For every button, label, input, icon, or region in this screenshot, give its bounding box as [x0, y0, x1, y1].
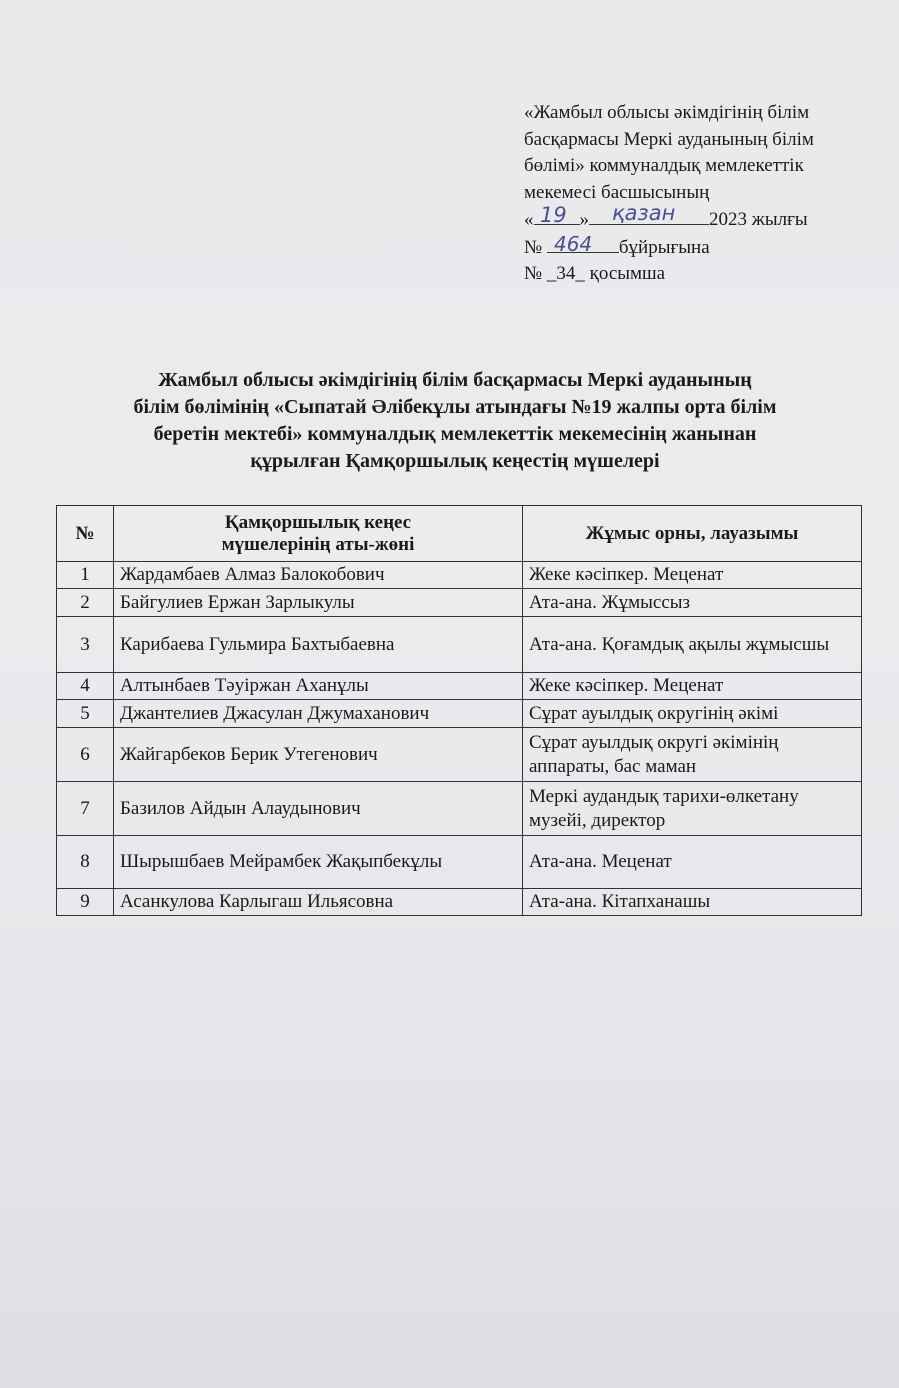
- date-close-quote: »: [579, 209, 589, 230]
- order-suffix: бұйрығына: [618, 236, 710, 258]
- reference-order-line: [524, 231, 884, 262]
- title-line-1: Жамбыл облысы әкімдігінің білім басқармасы Меркі ауданының: [158, 369, 752, 391]
- member-position: Ата-ана. Кітапханашы: [523, 889, 862, 916]
- reference-date-line: [524, 201, 884, 234]
- table-row: [57, 562, 862, 589]
- reference-line-1: «Жамбыл облысы әкімдігінің білім: [524, 102, 810, 123]
- header-position: Жұмыс орны, лауазымы: [523, 506, 862, 562]
- table-row: [57, 782, 862, 836]
- member-name: Жардамбаев Алмаз Балокобович: [114, 562, 523, 589]
- member-position: Жеке кәсіпкер. Меценат: [523, 562, 862, 589]
- reference-line-3: бөлімі» коммуналдық мемлекеттік: [524, 155, 804, 176]
- order-no-label: №: [524, 236, 543, 258]
- handwritten-day: 19: [540, 203, 567, 227]
- member-position: Жеке кәсіпкер. Меценат: [523, 673, 862, 700]
- header-num: №: [57, 506, 114, 562]
- table-row: [57, 836, 862, 889]
- row-num: 3: [57, 617, 114, 673]
- table-header-row: [57, 506, 862, 562]
- member-name: Базилов Айдын Алаудынович: [114, 782, 523, 836]
- header-name: [114, 506, 523, 562]
- table-row: [57, 728, 862, 782]
- title-line-4: құрылған Қамқоршылық кеңестің мүшелері: [250, 450, 660, 472]
- member-position: Ата-ана. Меценат: [523, 836, 862, 889]
- handwritten-order-no: 464: [554, 231, 593, 256]
- row-num: 7: [57, 782, 114, 836]
- member-position: Сұрат ауылдық округі әкімінің аппараты, бас маман: [523, 728, 862, 782]
- row-num: 4: [57, 673, 114, 700]
- row-num: 8: [57, 836, 114, 889]
- member-name: Жайгарбеков Берик Утегенович: [114, 728, 523, 782]
- title-line-3: беретін мектебі» коммуналдық мемлекеттік мекемесінің жанынан: [153, 423, 757, 445]
- header-name-line-1: Қамқоршылық кеңес: [224, 511, 412, 533]
- row-num: 2: [57, 589, 114, 617]
- table-row: [57, 700, 862, 728]
- member-name: Асанкулова Карлыгаш Ильясовна: [114, 889, 523, 916]
- document-title: [60, 367, 850, 475]
- title-line-2: білім бөлімінің «Сыпатай Әлібекұлы атындағы №19 жалпы орта білім: [133, 396, 777, 418]
- date-open-quote: «: [524, 209, 534, 230]
- row-num: 9: [57, 889, 114, 916]
- member-name: Шырышбаев Мейрамбек Жақыпбекұлы: [114, 836, 523, 889]
- member-position: Меркі аудандық тарихи-өлкетану музейі, директор: [523, 782, 862, 836]
- handwritten-month: қазан: [612, 201, 676, 225]
- reference-annex-line: № _34_ қосымша: [524, 263, 666, 284]
- date-year: 2023 жылғы: [709, 209, 808, 230]
- row-num: 5: [57, 700, 114, 728]
- table-row: [57, 673, 862, 700]
- reference-block: [524, 100, 884, 288]
- table-row: [57, 617, 862, 673]
- member-position: Ата-ана. Жұмыссыз: [523, 589, 862, 617]
- member-position: Сұрат ауылдық округінің әкімі: [523, 700, 862, 728]
- member-name: Байгулиев Ержан Зарлыкулы: [114, 589, 523, 617]
- table-row: [57, 889, 862, 916]
- row-num: 1: [57, 562, 114, 589]
- member-position: Ата-ана. Қоғамдық ақылы жұмысшы: [523, 617, 862, 673]
- member-name: Алтынбаев Тәуіржан Аханұлы: [114, 673, 523, 700]
- table-row: [57, 589, 862, 617]
- reference-line-2: басқармасы Меркі ауданының білім: [524, 128, 814, 150]
- row-num: 6: [57, 728, 114, 782]
- member-name: Карибаева Гульмира Бахтыбаевна: [114, 617, 523, 673]
- members-table: [56, 505, 862, 916]
- member-name: Джантелиев Джасулан Джумаханович: [114, 700, 523, 728]
- header-name-line-2: мүшелерінің аты-жөні: [221, 533, 415, 555]
- reference-line-4: мекемесі басшысының: [524, 181, 710, 203]
